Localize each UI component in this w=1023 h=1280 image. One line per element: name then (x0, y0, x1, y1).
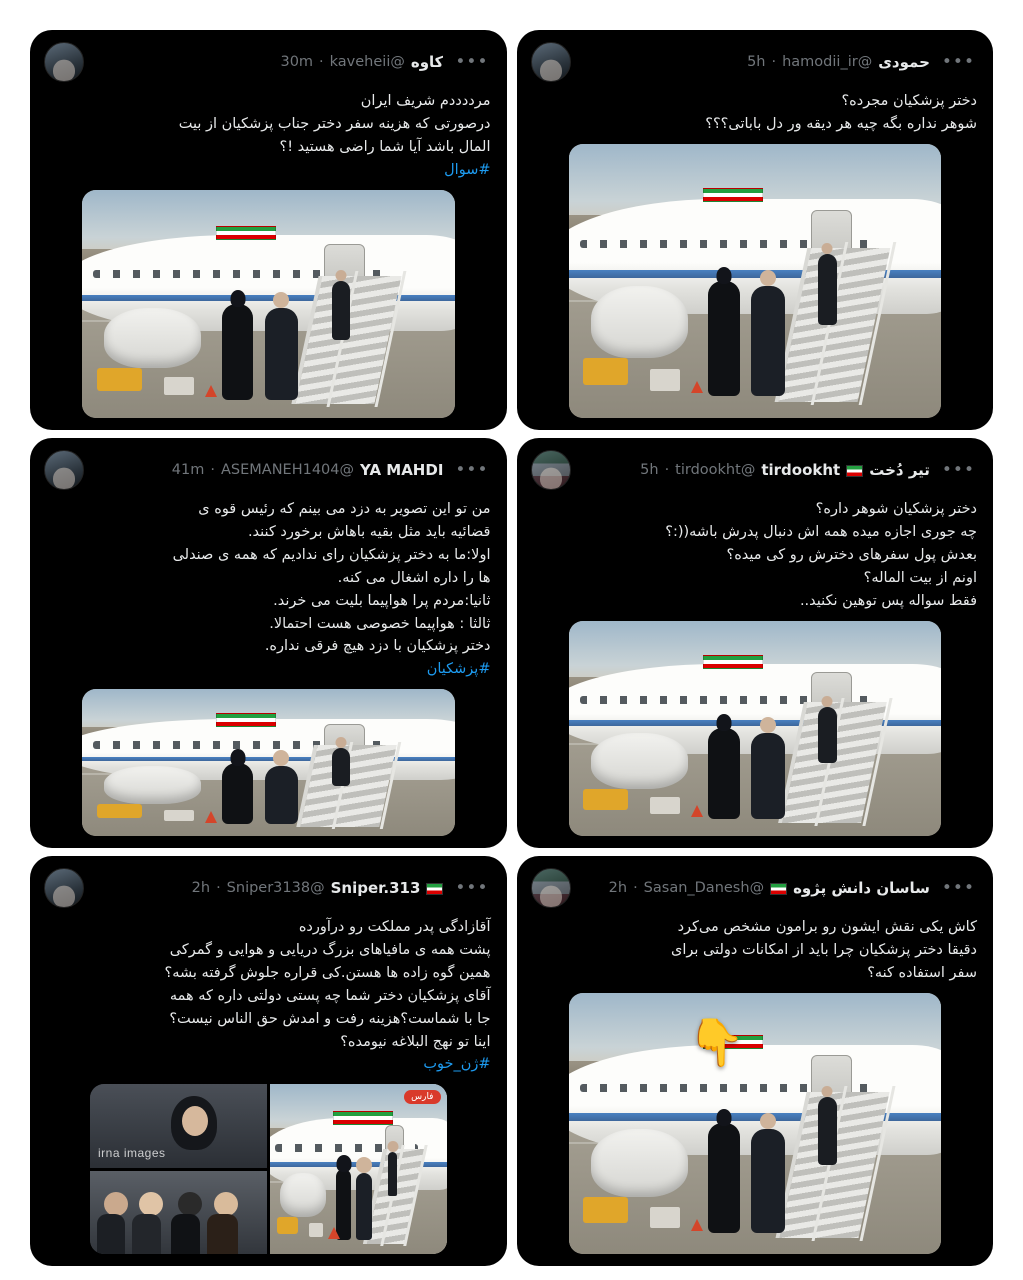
separator: · (771, 54, 777, 70)
tweet-text (529, 912, 982, 991)
display-name: کاوه (410, 53, 444, 71)
media-panel-airplane[interactable] (270, 1084, 447, 1254)
display-name-latin: tirdookht (761, 461, 841, 479)
airplane-stairs-scene (569, 621, 942, 836)
tweet-line: دقیقا دختر پزشکیان چرا باید از امکانات دولتی برای (670, 941, 977, 958)
iran-flag-icon (770, 883, 787, 895)
iran-flag-livery-icon (703, 188, 763, 202)
tweet-line: قضائیه باید مثل بقیه باهاش برخورد کنند. (247, 523, 491, 540)
tweet-header (42, 448, 495, 494)
tweet-line: فقط سواله پس توهین نکنید.. (799, 592, 977, 609)
tweet-line: پشت همه ی مافیاهای بزرگ دریایی و هوایی و گمرکی (169, 941, 491, 958)
pointing-down-hand-icon: 👇 (687, 1014, 745, 1069)
display-name: تیر دُخت (869, 461, 930, 479)
tweet-line: ثانیا:مردم پرا هواپیما بلیت می خرند. (273, 592, 491, 609)
avatar[interactable] (44, 450, 84, 490)
airplane-stairs-scene (569, 993, 942, 1254)
tweet-line: مرددددم شریف ایران (360, 93, 491, 109)
timestamp: 5h (747, 54, 766, 70)
tweet-line: اینا تو نهج البلاغه نیومده؟ (340, 1033, 491, 1050)
display-name: YA MAHDI (360, 461, 444, 479)
tweet-line: دختر پزشکیان شوهر داره؟ (815, 501, 977, 517)
tweet-media-image[interactable] (82, 190, 455, 418)
separator: · (633, 880, 638, 896)
handle[interactable]: @Sniper3138 (226, 880, 325, 896)
irna-images-watermark: irna images (98, 1146, 166, 1161)
tweet-line: همین گوه زاده ها هستن.کی قراره جلوش گرفته بشه؟ (164, 964, 491, 981)
tweet-header (529, 448, 982, 494)
hashtag[interactable]: #سوال (444, 161, 491, 178)
tweet-line: دختر پزشکیان با دزد هیچ فرقی نداره. (264, 638, 491, 655)
tweet-media-image[interactable] (569, 144, 942, 418)
tweet-text (42, 494, 495, 687)
iran-flag-icon (846, 465, 863, 477)
tweet-text (529, 86, 982, 142)
tweet-line: ها را داره اشغال می کنه. (337, 569, 491, 586)
media-panel-woman-at-podium[interactable] (90, 1084, 267, 1167)
separator: · (216, 880, 221, 896)
tweet-line: سفر استفاده کنه؟ (867, 964, 977, 981)
iran-flag-icon (426, 883, 443, 895)
airplane-stairs-scene (270, 1084, 447, 1254)
tweet-line: جا با شماست؟هزینه رفت و امدش حق الناس نیست؟ (169, 1010, 491, 1027)
handle[interactable]: @tirdookht (675, 462, 756, 478)
news-channel-logo: فارس (404, 1090, 440, 1104)
tweet-line: آقای پزشکیان دختر شما چه پستی دولتی داره که همه (169, 987, 491, 1004)
airplane-stairs-scene (569, 144, 942, 418)
tweet-media-composite[interactable] (90, 1084, 447, 1254)
more-options-icon[interactable]: ••• (455, 878, 489, 898)
tweet-author (579, 461, 930, 479)
more-options-icon[interactable]: ••• (941, 52, 975, 72)
airplane-stairs-scene (82, 689, 455, 836)
timestamp: 5h (640, 462, 659, 478)
tweet-media-image[interactable] (82, 689, 455, 836)
tweet-author (92, 53, 443, 71)
tweet-author (92, 879, 443, 897)
more-options-icon[interactable]: ••• (941, 878, 975, 898)
more-options-icon[interactable]: ••• (455, 460, 489, 480)
handle[interactable]: @hamodii_ir (782, 54, 873, 70)
hashtag[interactable]: #ژن_خوب (423, 1056, 491, 1073)
tweet-text (42, 912, 495, 1082)
avatar[interactable] (44, 868, 84, 908)
iran-flag-livery-icon (333, 1111, 393, 1125)
tweet-card-sniper313[interactable] (30, 856, 507, 1266)
tweet-media-image[interactable] (569, 621, 942, 836)
tweet-text (42, 86, 495, 188)
tweet-author (579, 879, 930, 897)
tweet-text (529, 494, 982, 619)
tweet-card-asemaneh[interactable] (30, 438, 507, 848)
more-options-icon[interactable]: ••• (941, 460, 975, 480)
tweet-line: دختر پزشکیان مجرده؟ (841, 93, 977, 109)
separator: · (664, 462, 670, 478)
tweet-line: اونم از بیت الماله؟ (863, 569, 977, 586)
tweet-line: اولا:ما به دختر پزشکیان رای ندادیم که همه ی صندلی (172, 546, 491, 563)
avatar[interactable] (531, 450, 571, 490)
handle[interactable]: @ASEMANEH1404 (220, 462, 355, 478)
tweet-header (42, 866, 495, 912)
avatar[interactable] (531, 868, 571, 908)
timestamp: 41m (171, 462, 205, 478)
timestamp: 2h (191, 880, 211, 896)
more-options-icon[interactable]: ••• (455, 52, 489, 72)
tweet-line: ثالثا : هواپیما خصوصی هست احتمالا. (269, 615, 491, 632)
tweet-card-sasan[interactable] (517, 856, 994, 1266)
tweet-media-image[interactable] (569, 993, 942, 1254)
tweet-header (529, 40, 982, 86)
tweet-line: درصورتی که هزینه سفر دختر جناب پزشکیان از بیت (178, 115, 491, 132)
handle[interactable]: @kaveheii (329, 54, 405, 70)
tweet-author (92, 461, 443, 479)
separator: · (319, 54, 324, 70)
avatar[interactable] (44, 42, 84, 82)
tweet-line: المال باشد آیا شما راضی هستید !؟ (279, 138, 491, 155)
iran-flag-livery-icon (703, 655, 763, 669)
tweet-author (579, 53, 930, 71)
tweet-card-kaveheii[interactable] (30, 30, 507, 430)
tweet-line: بعدش پول سفرهای دخترش رو کی میده؟ (726, 546, 977, 563)
display-name: ساسان دانش پژوه (793, 879, 930, 897)
airplane-stairs-scene (82, 190, 455, 418)
tweet-line: چه جوری اجازه میده همه اش دنبال پدرش باشه((:؟ (665, 523, 977, 540)
tweet-line: آقازادگی پدر مملکت رو درآورده (298, 919, 491, 935)
timestamp: 30m (280, 54, 314, 70)
tweet-card-tirdookht[interactable] (517, 438, 994, 848)
iran-flag-livery-icon (216, 713, 276, 727)
display-name: Sniper.313 (330, 879, 421, 897)
media-panel-meeting-row[interactable] (90, 1171, 267, 1254)
avatar[interactable] (531, 42, 571, 82)
timestamp: 2h (608, 880, 628, 896)
tweet-card-hamodii[interactable] (517, 30, 994, 430)
iran-flag-livery-icon (216, 226, 276, 240)
separator: · (210, 462, 215, 478)
tweet-line: کاش یکی نقش ایشون رو برامون مشخص می‌کرد (677, 919, 977, 935)
tweet-line: شوهر نداره بگه چیه هر دیقه ور دل باباتی؟؟؟ (705, 115, 977, 132)
tweet-header (42, 40, 495, 86)
tweet-header (529, 866, 982, 912)
handle[interactable]: @Sasan_Danesh (643, 880, 765, 896)
tweet-line: من تو این تصویر به دزد می بینم که رئیس قوه ی (198, 501, 491, 517)
display-name: حمودی (878, 53, 930, 71)
hashtag[interactable]: #پزشکیان (426, 661, 491, 678)
